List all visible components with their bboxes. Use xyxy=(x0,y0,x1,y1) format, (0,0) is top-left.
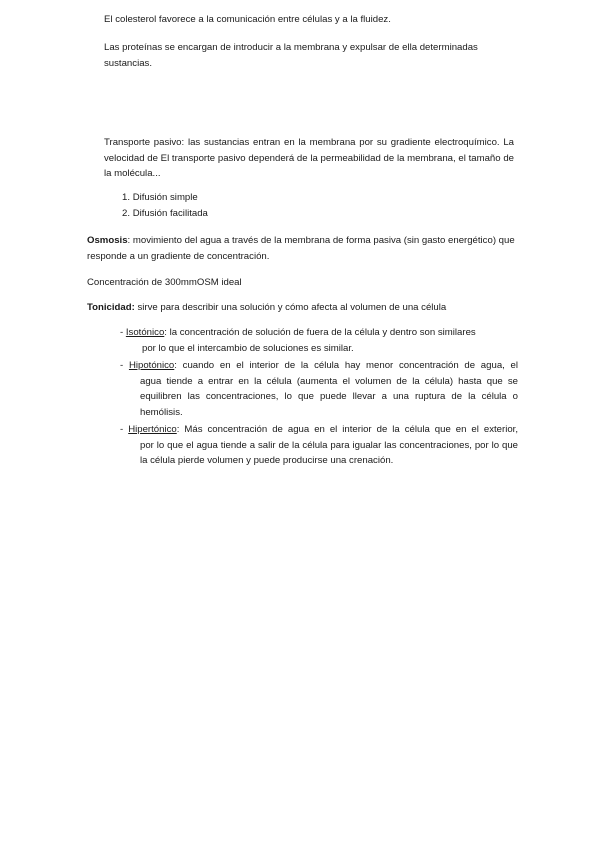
list-number: 2. xyxy=(122,207,131,219)
dash: - xyxy=(120,327,124,338)
list-item xyxy=(122,206,422,222)
item-text: : cuando en el interior de la célula hay menor concentración de agua, el xyxy=(174,360,519,371)
tonicidad-text: sirve para describir una solución y cómo afecta al volumen de una célula xyxy=(134,302,447,313)
tonicidad-item-hipertonico xyxy=(120,422,518,469)
osmosis-term: Osmosis xyxy=(87,235,128,246)
term-isotonico: Isotónico xyxy=(125,327,165,338)
difusion-list xyxy=(122,190,422,221)
term-hipotonico: Hipotónico xyxy=(128,360,175,371)
list-item xyxy=(122,190,422,206)
paragraph-colesterol: El colesterol favorece a la comunicación entre células y a la fluidez. xyxy=(104,14,391,25)
item-continuation: por lo que el agua tiende a salir de la célula para igualar las concentraciones, por lo que la célula pierde volumen y puede producirse una crenación. xyxy=(140,439,518,466)
tonicidad-term: Tonicidad: xyxy=(87,302,135,313)
item-text: : Más concentración de agua en el interior de la célula que en el exterior, xyxy=(176,424,519,435)
list-text: Difusión facilitada xyxy=(132,207,208,219)
paragraph-concentracion: Concentración de 300mmOSM ideal xyxy=(87,277,242,288)
tonicidad-item-isotonico xyxy=(120,325,520,356)
dash: - xyxy=(120,360,124,371)
paragraph-osmosis xyxy=(87,233,517,264)
dash: - xyxy=(120,424,124,435)
paragraph-tonicidad xyxy=(87,300,517,316)
item-continuation: por lo que el intercambio de soluciones es similar. xyxy=(142,342,354,354)
list-number: 1. xyxy=(122,192,131,203)
osmosis-text: : movimiento del agua a través de la membrana de forma pasiva (sin gasto energético) que responde a un gradiente de concentración. xyxy=(87,235,515,262)
term-hipertonico: Hipertónico xyxy=(128,424,177,435)
paragraph-proteinas: Las proteínas se encargan de introducir a la membrana y expulsar de ella determinadas sustancias. xyxy=(104,42,478,69)
item-text: : la concentración de solución de fuera de la célula y dentro son similares xyxy=(164,327,476,338)
list-text: Difusión simple xyxy=(132,192,198,203)
item-continuation: agua tiende a entrar en la célula (aumenta el volumen de la célula) hasta que se equilibren las concentraciones, lo que puede llevar a una ruptura de la célula o hemólisis. xyxy=(140,375,518,418)
paragraph-transporte-pasivo: Transporte pasivo: las sustancias entran en la membrana por su gradiente electroquímico. La velocidad de El transporte pasivo dependerá de la permeabilidad de la membrana, el tamaño de la molécula... xyxy=(104,137,514,179)
tonicidad-item-hipotonico xyxy=(120,358,518,420)
